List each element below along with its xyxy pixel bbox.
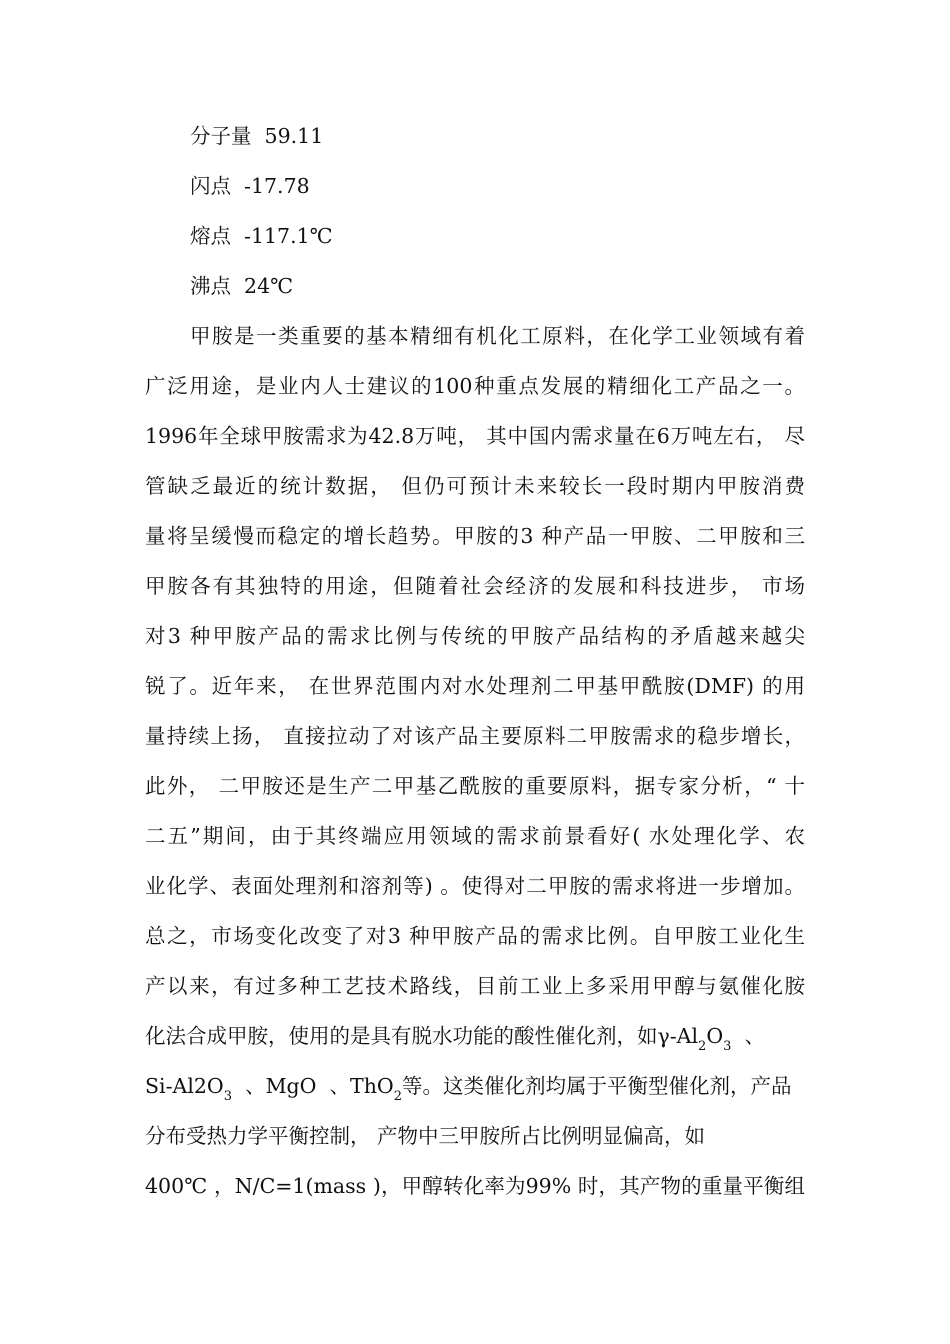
paragraph-line: 量持续上扬， 直接拉动了对该产品主要原料二甲胺需求的稳步增长，: [145, 724, 805, 748]
property-label: 闪点: [190, 174, 231, 198]
subscript: 2: [393, 1089, 402, 1104]
formula-text: 等。这类催化剂均属于平衡型催化剂，产品: [401, 1074, 792, 1098]
paragraph-line: 总之，市场变化改变了对3 种甲胺产品的需求比例。自甲胺工业化生: [145, 924, 805, 948]
paragraph-line: 二五”期间，由于其终端应用领域的需求前景看好( 水处理化学、农: [145, 824, 805, 848]
paragraph-line: 管缺乏最近的统计数据， 但仍可预计未来较长一段时期内甲胺消费: [145, 474, 805, 498]
formula-text: Si-Al2O: [145, 1074, 224, 1098]
paragraph-line: 甲胺是一类重要的基本精细有机化工原料，在化学工业领域有着: [190, 324, 805, 348]
property-label: 分子量: [190, 124, 252, 148]
paragraph-line: 1996年全球甲胺需求为42.8万吨， 其中国内需求量在6万吨左右， 尽: [145, 424, 805, 448]
paragraph-line: 对3 种甲胺产品的需求比例与传统的甲胺产品结构的矛盾越来越尖: [145, 624, 805, 648]
property-flash-point: [190, 172, 310, 200]
formula-text: 、: [731, 1024, 765, 1048]
paragraph-line: 分布受热力学平衡控制， 产物中三甲胺所占比例明显偏高，如: [145, 1124, 706, 1148]
paragraph-line-catalysts: [145, 1072, 805, 1104]
property-value: -17.78: [244, 174, 310, 198]
subscript: 3: [723, 1039, 732, 1054]
property-value: 24℃: [244, 274, 294, 298]
property-melting-point: [190, 222, 333, 250]
paragraph-line-alumina: [145, 1022, 805, 1054]
paragraph-line: 此外， 二甲胺还是生产二甲基乙酰胺的重要原料，据专家分析，“ 十: [145, 774, 805, 798]
property-molecular-weight: [190, 122, 323, 150]
subscript: 3: [223, 1089, 233, 1104]
formula-text: 化法合成甲胺，使用的是具有脱水功能的酸性催化剂，如γ-Al: [145, 1024, 699, 1048]
property-label: 熔点: [190, 224, 231, 248]
paragraph-line: 甲胺各有其独特的用途，但随着社会经济的发展和科技进步， 市场: [145, 574, 805, 598]
paragraph-line: 量将呈缓慢而稳定的增长趋势。甲胺的3 种产品一甲胺、二甲胺和三: [145, 524, 805, 548]
property-label: 沸点: [190, 274, 231, 298]
formula-text: 、MgO 、ThO: [232, 1074, 394, 1098]
property-value: -117.1℃: [244, 224, 333, 248]
formula-text: O: [706, 1024, 724, 1048]
paragraph-line: 业化学、表面处理剂和溶剂等) 。使得对二甲胺的需求将进一步增加。: [145, 874, 805, 898]
paragraph-line: 广泛用途，是业内人士建议的100种重点发展的精细化工产品之一。: [145, 374, 805, 398]
subscript: 2: [698, 1039, 707, 1054]
property-boiling-point: [190, 272, 293, 300]
property-value: 59.11: [264, 124, 324, 148]
paragraph-line: 产以来，有过多种工艺技术路线，目前工业上多采用甲醇与氨催化胺: [145, 974, 805, 998]
paragraph-line: 锐了。近年来， 在世界范围内对水处理剂二甲基甲酰胺(DMF) 的用: [145, 674, 805, 698]
paragraph-line: 400℃ ，N/C=1(mass )，甲醇转化率为99% 时，其产物的重量平衡组: [145, 1174, 805, 1198]
